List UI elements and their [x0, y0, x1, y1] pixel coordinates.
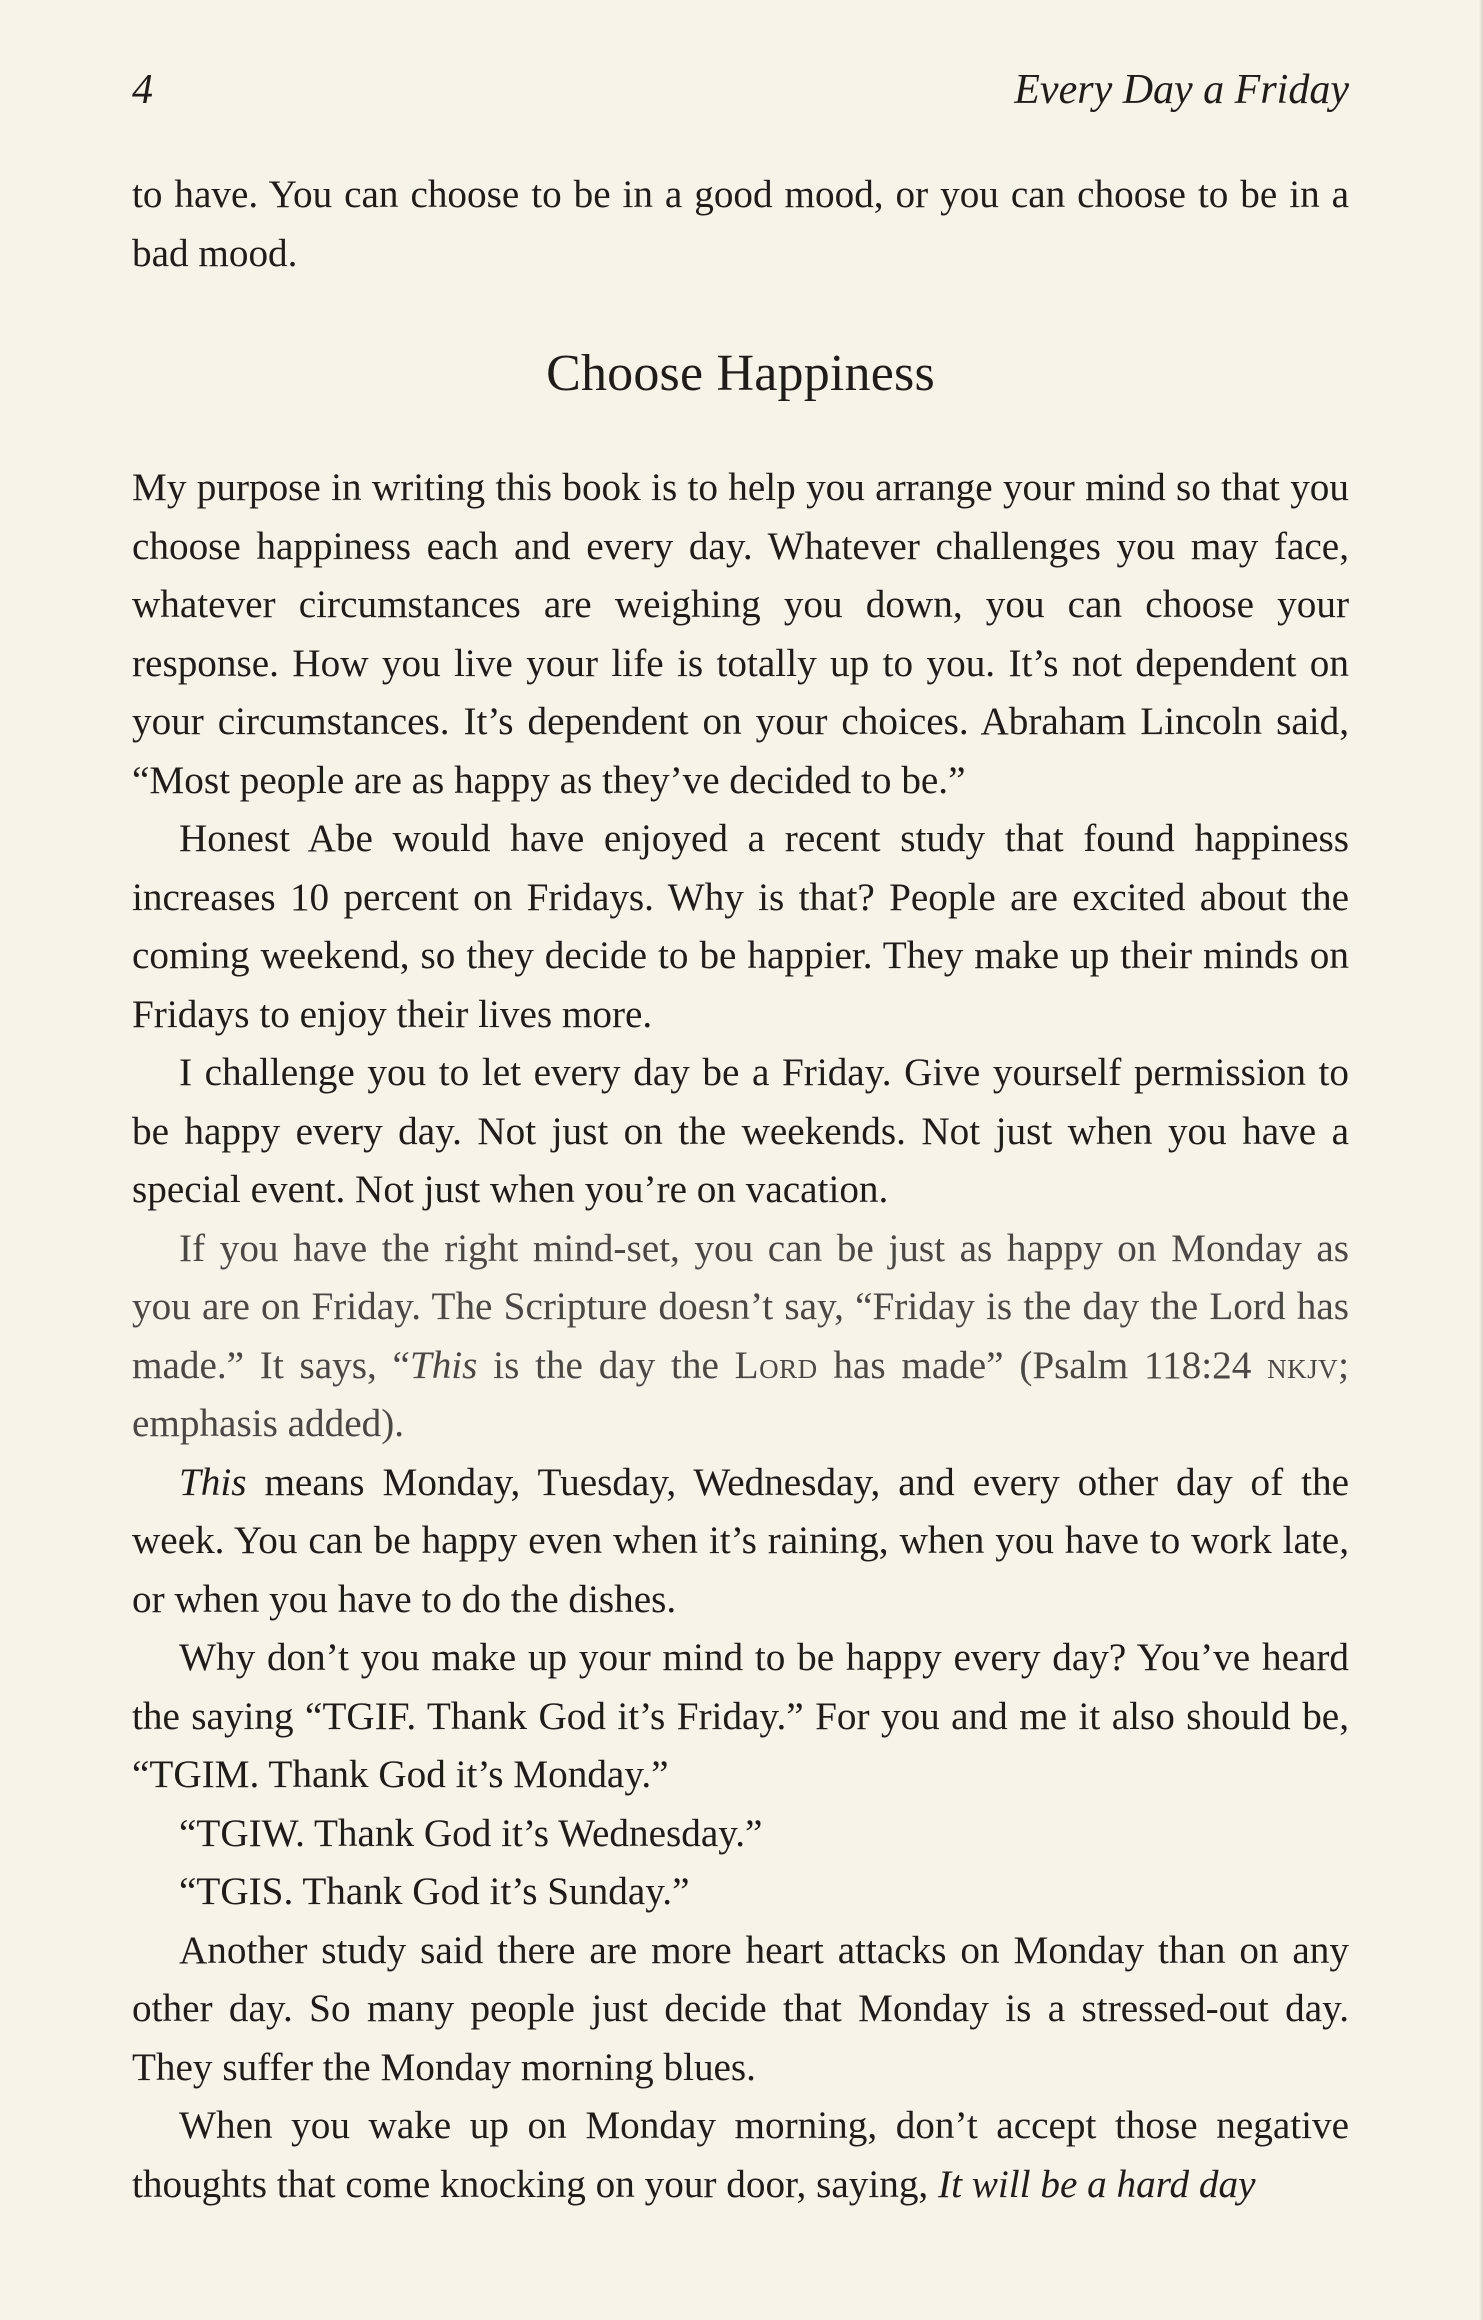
text-run: means Monday, Tuesday, Wednesday, and every other day of the week. You can be happy even when it’s raining, when you have to work late, or when you have to do the dishes. [132, 1460, 1349, 1621]
paragraph: My purpose in writing this book is to help you arrange your mind so that you choose happiness each and every day. Whatever challenges you may face, whatever circumstances are weighing you down, you can choose your response. How you live your life is totally up to you. It’s not dependent on your circumstances. It’s dependent on your choices. Abraham Lincoln said, “Most people are as happy as they’ve decided to be.” [132, 466, 1349, 802]
small-caps-text: Lord [734, 1343, 818, 1387]
paragraph: “TGIS. Thank God it’s Sunday.” [179, 1870, 690, 1913]
page-edge-shadow [1479, 0, 1483, 2320]
text-run: has made” (Psalm 118:24 [817, 1343, 1268, 1387]
page-number: 4 [132, 67, 153, 113]
running-title: Every Day a Friday [1014, 67, 1349, 113]
continued-paragraph: to have. You can choose to be in a good mood, or you can choose to be in a bad mood. [132, 173, 1349, 275]
paragraph: Honest Abe would have enjoyed a recent study that found happiness increases 10 percent on Fridays. Why is that? People are excited about the coming weekend, so they decide to be happier. They make up their minds on Fridays to enjoy their lives more. [132, 817, 1349, 1036]
small-caps-text: nkjv [1267, 1343, 1339, 1387]
text-run: If you have the right mind-set, you can be just as happy on Monday as you are on Friday. The Scripture doesn’t say, “Friday is the day the Lord has made.” It says, “ [132, 1226, 1349, 1387]
text-run: ; emphasis added). [132, 1343, 1349, 1445]
section-heading: Choose Happiness [546, 345, 935, 402]
page-header [132, 62, 1349, 118]
text-run: When you wake up on Monday morning, don’t accept those negative thoughts that come knocking on your door, saying, [132, 2104, 1349, 2206]
paragraph: I challenge you to let every day be a Friday. Give yourself permission to be happy every day. Not just on the weekends. Not just when you have a special event. Not just when you’re on vacation. [132, 1051, 1349, 1211]
paragraph: Why don’t you make up your mind to be happy every day? You’ve heard the saying “TGIF. Thank God it’s Friday.” For you and me it also should be, “TGIM. Thank God it’s Monday.” [132, 1636, 1349, 1796]
emphasis-text: This [179, 1460, 247, 1504]
paragraph [132, 2097, 1349, 2214]
paragraph: Another study said there are more heart attacks on Monday than on any other day. So many people just decide that Monday is a stressed-out day. They suffer the Monday morning blues. [132, 1928, 1349, 2089]
paragraph [132, 1220, 1349, 1454]
paragraph: “TGIW. Thank God it’s Wednesday.” [179, 1811, 763, 1855]
paragraph [132, 1454, 1349, 1630]
text-run: is the day the [477, 1343, 735, 1387]
emphasis-text: This [409, 1343, 478, 1387]
page-body [132, 166, 1349, 2214]
emphasis-text: It will be a hard day [938, 2162, 1256, 2206]
